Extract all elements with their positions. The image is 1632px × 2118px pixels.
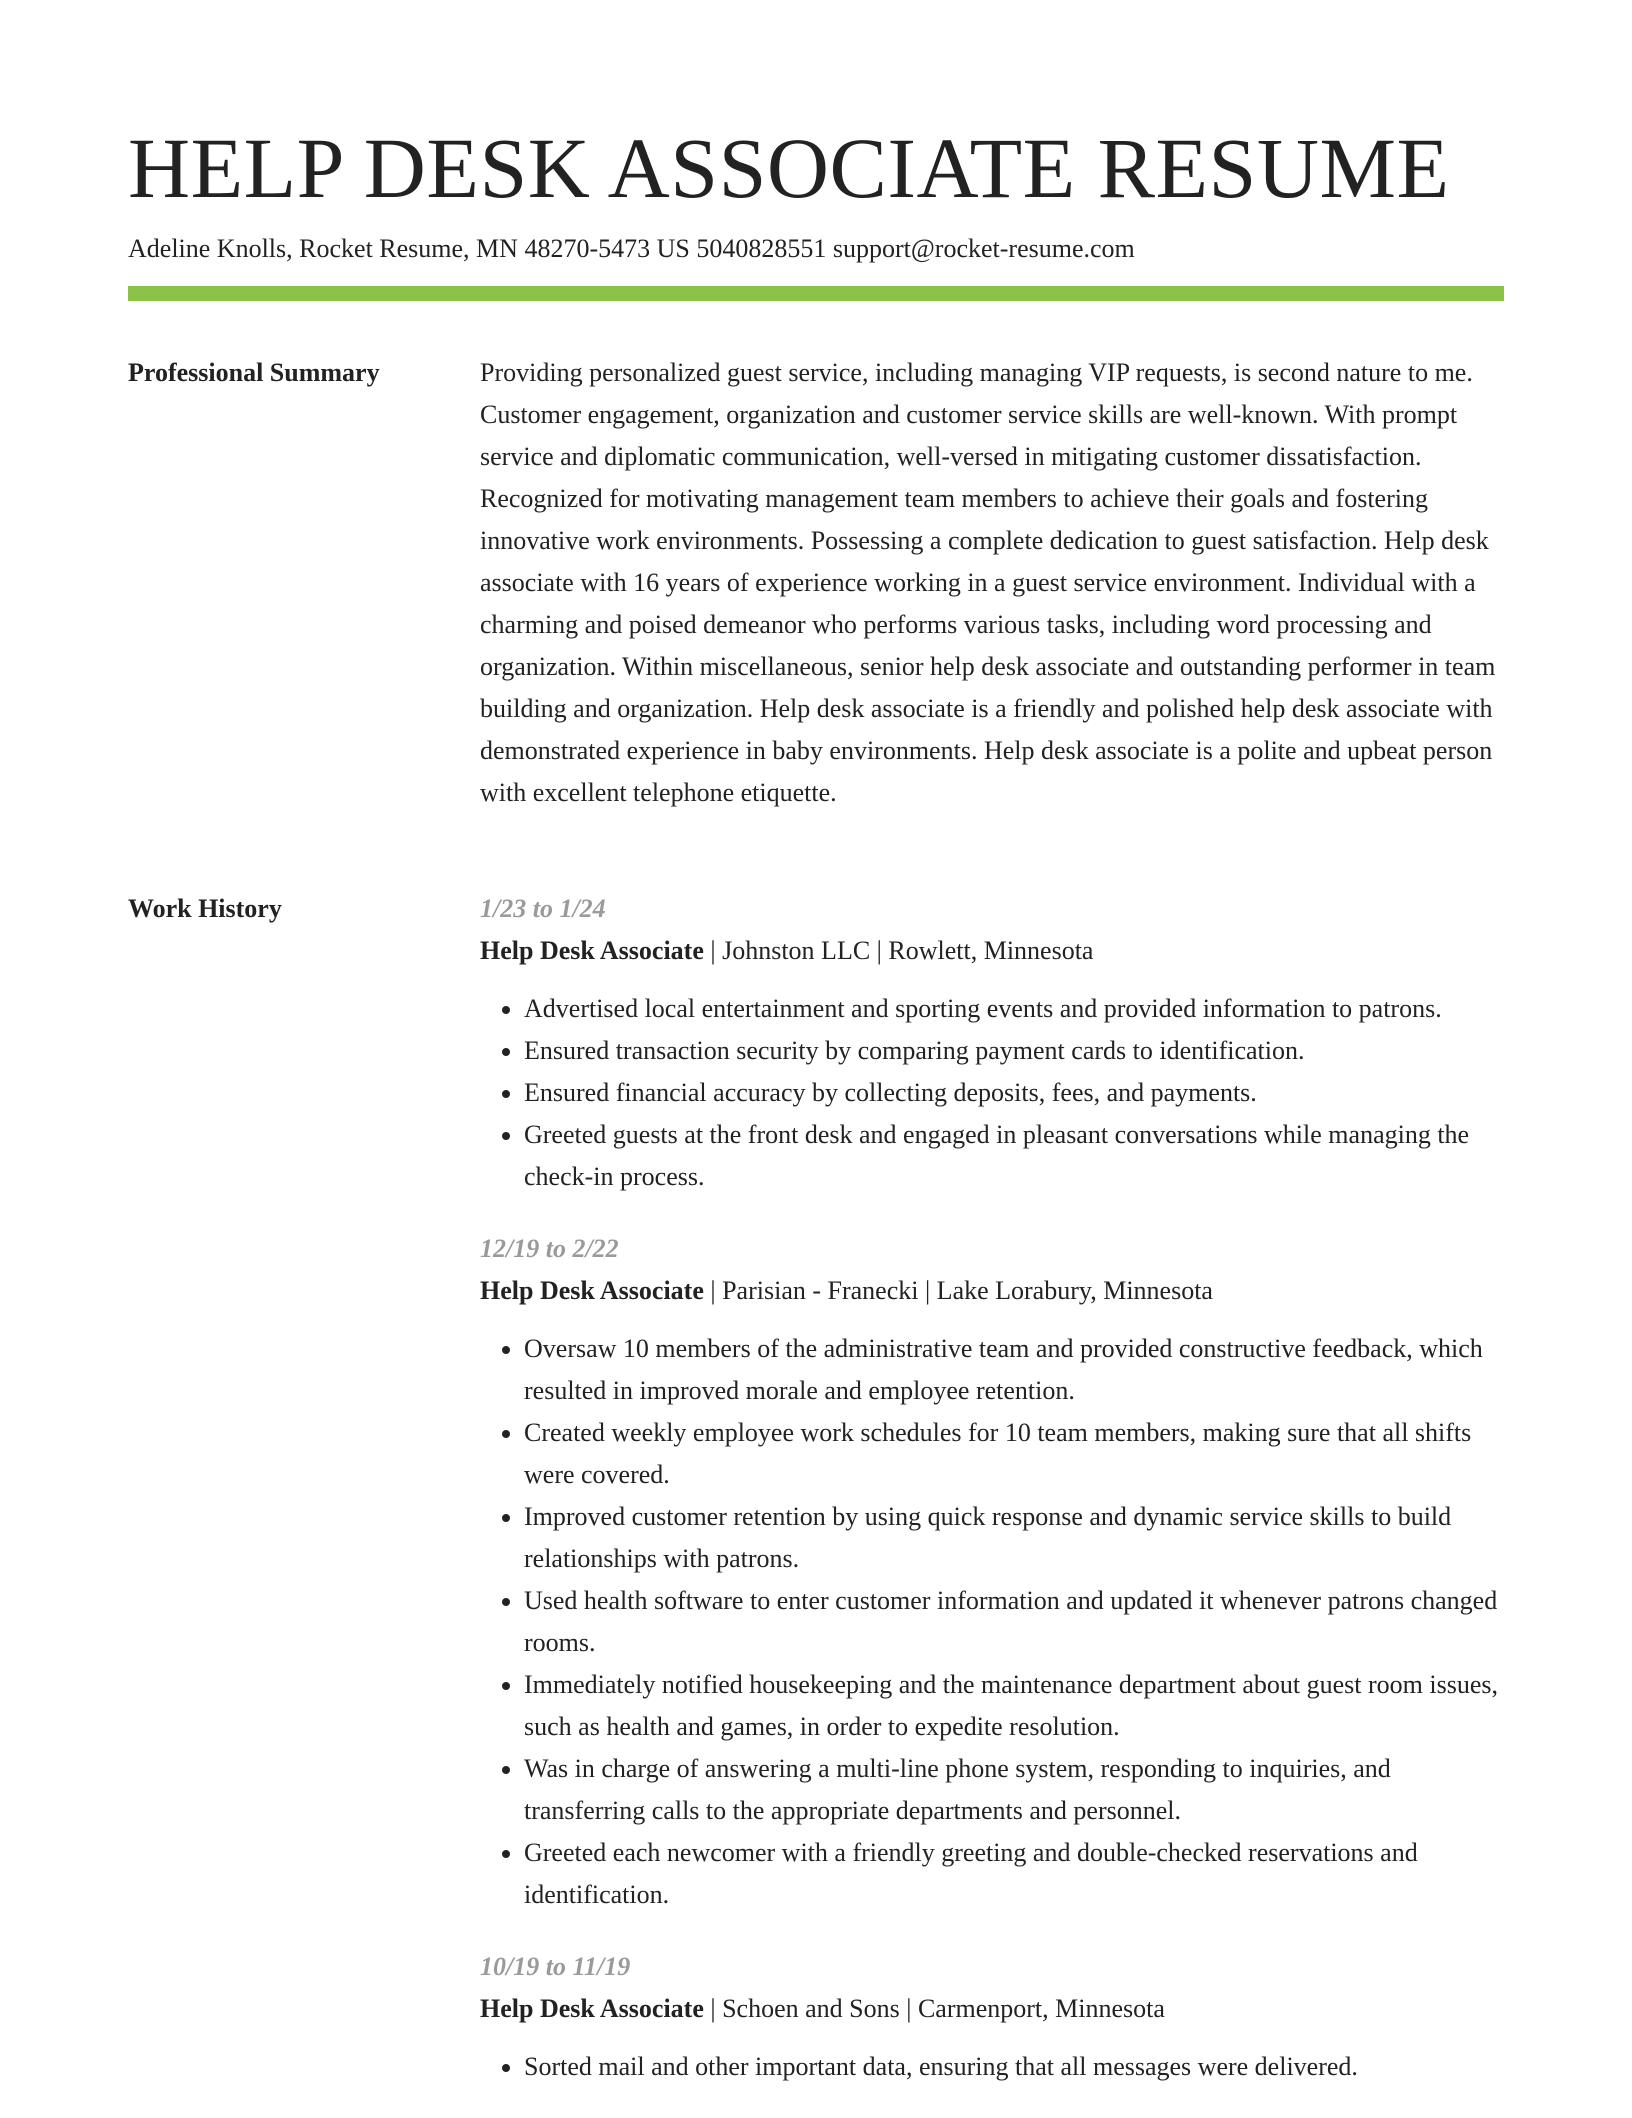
job-bullet: • Oversaw 10 members of the administrative team and provided constructive feedback, which resulted in improved morale and employee retention. (524, 1328, 1504, 1412)
job-details: | Johnston LLC | Rowlett, Minnesota (703, 936, 1094, 965)
job-bullet: • Ensured financial accuracy by collecting deposits, fees, and payments. (524, 1072, 1504, 1114)
job-title: Help Desk Associate (480, 1276, 704, 1305)
job-bullet: • Advertised local entertainment and sporting events and provided information to patrons. (524, 988, 1504, 1030)
job-bullet: • Improved customer retention by using quick response and dynamic service skills to build relationships with patrons. (524, 1496, 1504, 1580)
job-title: Help Desk Associate (480, 1994, 704, 2023)
job-bullet: • Greeted guests at the front desk and engaged in pleasant conversations while managing the check-in process. (524, 1114, 1504, 1198)
job-bullet: • Immediately notified housekeeping and the maintenance department about guest room issues, such as health and games, in order to expedite resolution. (524, 1664, 1504, 1748)
work-history-body (480, 888, 1504, 2118)
summary-text: Providing personalized guest service, including managing VIP requests, is second nature to me. Customer engagement, organization and customer service skills are well-known. With prompt service and diplomatic communication, well-versed in mitigating customer dissatisfaction. Recognized for motivating management team members to achieve their goals and fostering innovative work environments. Possessing a complete dedication to guest satisfaction. Help desk associate with 16 years of experience working in a guest service environment. Individual with a charming and poised demeanor who performs various tasks, including word processing and organization. Within miscellaneous, senior help desk associate and outstanding performer in team building and organization. Help desk associate is a friendly and polished help desk associate with demonstrated experience in baby environments. Help desk associate is a polite and upbeat person with excellent telephone etiquette. (480, 358, 1496, 807)
header-divider (128, 286, 1504, 301)
section-label-summary: Professional Summary (128, 358, 380, 387)
job-bullet: • Used health software to enter customer information and updated it whenever patrons changed rooms. (524, 1580, 1504, 1664)
job-entry (480, 1228, 1504, 1916)
job-bullets (480, 988, 1504, 1198)
summary-body (480, 352, 1504, 814)
job-bullet: • Sorted mail and other important data, ensuring that all messages were delivered. (524, 2046, 1504, 2088)
job-bullet: • Created weekly employee work schedules for 10 team members, making sure that all shifts were covered. (524, 1412, 1504, 1496)
resume-title: HELP DESK ASSOCIATE RESUME (128, 120, 1450, 216)
job-bullet: • Was in charge of answering a multi-line phone system, responding to inquiries, and transferring calls to the appropriate departments and personnel. (524, 1748, 1504, 1832)
job-entry (480, 1946, 1504, 2088)
job-dates: 12/19 to 2/22 (480, 1234, 619, 1263)
job-heading (480, 1270, 1504, 1312)
section-label-work-history: Work History (128, 894, 282, 923)
job-dates: 10/19 to 11/19 (480, 1952, 631, 1981)
job-title: Help Desk Associate (480, 936, 704, 965)
job-heading (480, 930, 1504, 972)
job-bullets (480, 1328, 1504, 1916)
job-details: | Parisian - Franecki | Lake Lorabury, Minnesota (703, 1276, 1213, 1305)
job-bullets (480, 2046, 1504, 2088)
contact-line: Adeline Knolls, Rocket Resume, MN 48270-5473 US 5040828551 support@rocket-resume.com (128, 234, 1135, 263)
job-bullet: • Greeted each newcomer with a friendly greeting and double-checked reservations and identification. (524, 1832, 1504, 1916)
job-dates: 1/23 to 1/24 (480, 894, 606, 923)
job-bullet: • Ensured transaction security by comparing payment cards to identification. (524, 1030, 1504, 1072)
job-details: | Schoen and Sons | Carmenport, Minnesota (703, 1994, 1165, 2023)
job-heading (480, 1988, 1504, 2030)
job-entry (480, 888, 1504, 1198)
